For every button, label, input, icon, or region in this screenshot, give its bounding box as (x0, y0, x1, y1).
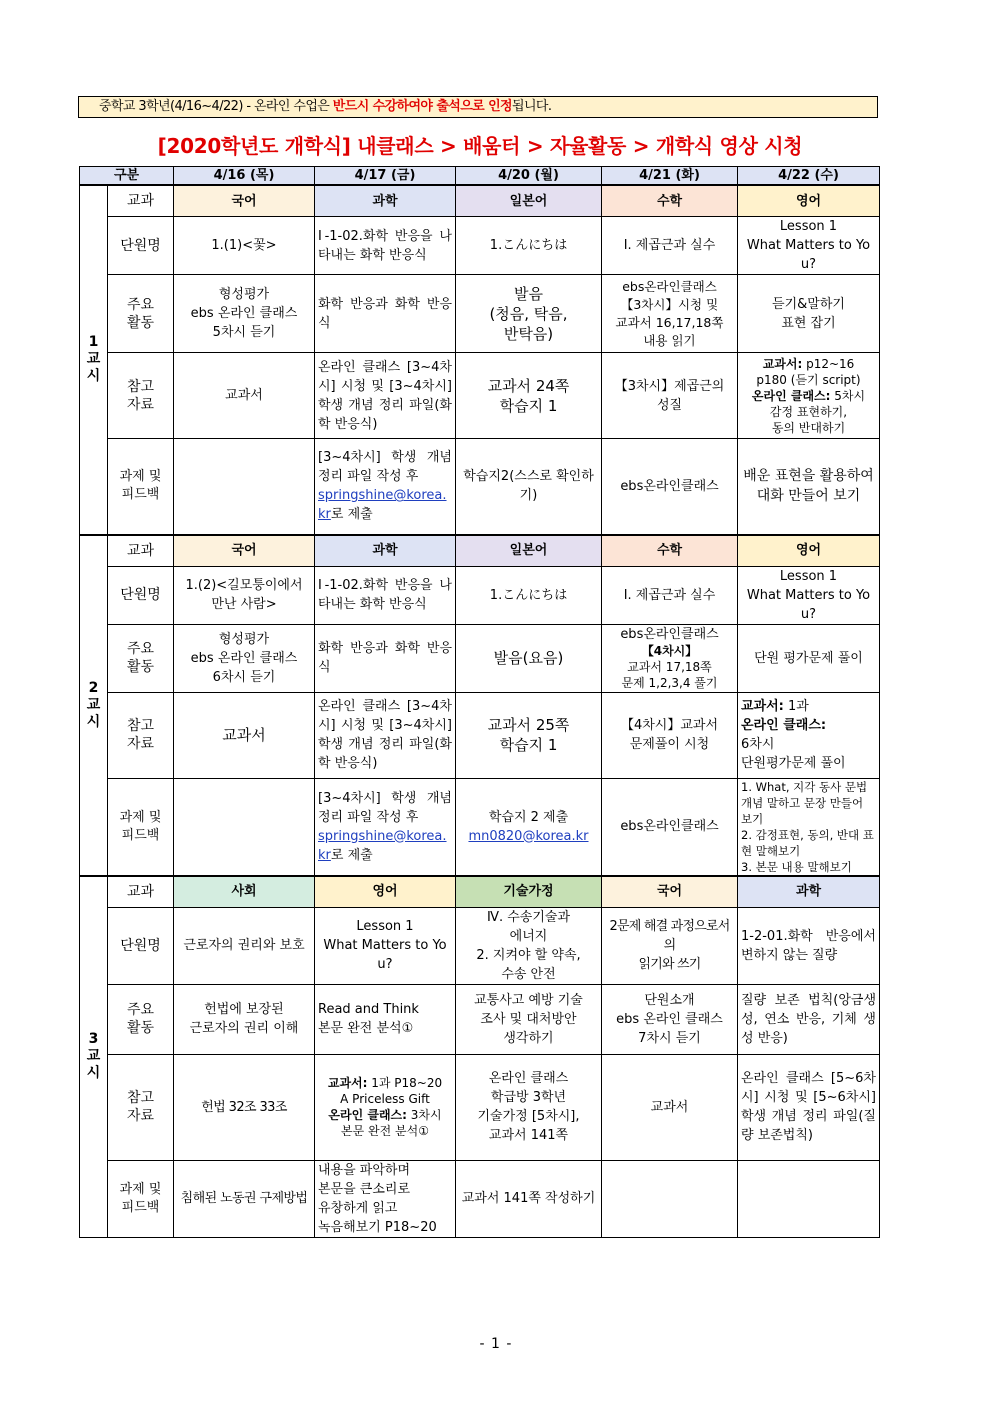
reference-cell: 헌법 32조 33조 (174, 1054, 315, 1160)
ref-text-online: 5차시 감정 표현하기, 동의 반대하기 (769, 388, 866, 435)
ref-text-textbook: p12~16 p180 (듣기 script) (756, 356, 861, 387)
activity-cell: 단원 평가문제 풀이 (738, 624, 880, 692)
subject-cell: 사회 (174, 876, 315, 908)
subject-cell: 과학 (315, 185, 456, 217)
task-cell (315, 778, 456, 876)
period3-label: 3 교 시 (80, 876, 108, 1238)
row-label-unit: 단원명 (108, 566, 174, 624)
header-row (80, 167, 880, 186)
header-day: 4/22 (수) (738, 167, 880, 186)
task-cell: ebs온라인클래스 (602, 439, 738, 535)
task-cell: 침해된 노동권 구제방법 (174, 1160, 315, 1237)
activity-cell: 듣기&말하기 표현 잡기 (738, 275, 880, 353)
task-text: 학습지 2 제출 (488, 809, 569, 825)
ref-label-textbook: 교과서: (327, 1076, 368, 1090)
task-cell: 내용을 파악하며 본문을 큰소리로 유창하게 읽고 녹음해보기 P18~20 (315, 1160, 456, 1237)
period1-reference-row (80, 353, 880, 439)
activity-cell: 화학 반응과 화학 반응식 (315, 624, 456, 692)
unit-cell: 1.(2)<길모퉁이에서 만난 사람> (174, 566, 315, 624)
page-number: - 1 - (479, 1336, 513, 1352)
header-day: 4/16 (목) (174, 167, 315, 186)
page-title: [2020학년도 개학식] 내클래스 > 배움터 > 자율활동 > 개학식 영상 시청 (157, 134, 803, 158)
row-label-unit: 단원명 (108, 217, 174, 275)
ref-text-textbook: 1과 P18~20 A Priceless Gift (340, 1076, 443, 1106)
ref-label-textbook: 교과서: (741, 699, 784, 714)
unit-cell: Lesson 1 What Matters to You? (738, 566, 880, 624)
act-math-line3: 교과서 17,18쪽 문제 1,2,3,4 풀기 (621, 659, 718, 690)
activity-cell-math (602, 624, 738, 692)
activity-cell: Read and Think 본문 완전 분석① (315, 984, 456, 1054)
row-label-unit: 단원명 (108, 907, 174, 984)
task-cell (456, 778, 602, 876)
task-cell: 1. What, 지각 동사 문법개념 말하고 문장 만들어 보기 2. 감정표현, 동의, 반대 표현 말해보기 3. 본문 내용 말해보기 (738, 778, 880, 876)
unit-cell: Ⅳ. 수송기술과 에너지 2. 지켜야 할 약속, 수송 안전 (456, 907, 602, 984)
reference-cell: 교과서 24쪽 학습지 1 (456, 353, 602, 439)
row-label-subject: 교과 (108, 185, 174, 217)
row-label-subject: 교과 (108, 876, 174, 908)
unit-cell: Ⅰ. 제곱근과 실수 (602, 566, 738, 624)
subject-cell: 국어 (174, 535, 315, 567)
reference-cell-english (738, 353, 880, 439)
activity-cell: 화학 반응과 화학 반응식 (315, 275, 456, 353)
schedule-table (79, 166, 880, 1238)
subject-cell: 일본어 (456, 535, 602, 567)
period1-subject-row (80, 185, 880, 217)
reference-cell-english (738, 692, 880, 778)
task-cell (315, 439, 456, 535)
header-day: 4/17 (금) (315, 167, 456, 186)
task-cell: 학습지2(스스로 확인하기) (456, 439, 602, 535)
row-label-task: 과제 및 피드백 (108, 439, 174, 535)
period2-unit-row (80, 566, 880, 624)
subject-cell: 수학 (602, 185, 738, 217)
subject-cell: 영어 (738, 535, 880, 567)
row-label-reference: 참고 자료 (108, 1054, 174, 1160)
unit-cell: Lesson 1 What Matters to You? (315, 907, 456, 984)
reference-cell: 【3차시】제곱근의 성질 (602, 353, 738, 439)
reference-cell: 온라인 클래스 [3~4차시] 시청 및 [3~4차시] 학생 개념 정리 파일(화학 반응식) (315, 353, 456, 439)
subject-cell: 일본어 (456, 185, 602, 217)
reference-cell: 교과서 25쪽 학습지 1 (456, 692, 602, 778)
task-cell: 배운 표현을 활용하여 대화 만들어 보기 (738, 439, 880, 535)
unit-cell: Ⅰ. 제곱근과 실수 (602, 217, 738, 275)
task-email-suffix: 로 제출 (330, 847, 373, 863)
header-label: 구분 (80, 167, 174, 186)
unit-cell: 1.(1)<꽃> (174, 217, 315, 275)
task-cell: ebs온라인클래스 (602, 778, 738, 876)
subject-cell: 영어 (315, 876, 456, 908)
activity-cell: 형성평가 ebs 온라인 클래스 6차시 듣기 (174, 624, 315, 692)
period1-activity-row (80, 275, 880, 353)
task-text: [3~4차시] 학생 개념 정리 파일 작성 후 (318, 450, 452, 485)
period2-task-row (80, 778, 880, 876)
reference-cell: 온라인 클래스 [3~4차시] 시청 및 [3~4차시] 학생 개념 정리 파일(화학 반응식) (315, 692, 456, 778)
subject-cell: 과학 (315, 535, 456, 567)
period2-label: 2 교 시 (80, 535, 108, 876)
row-label-activity: 주요 활동 (108, 984, 174, 1054)
reference-cell: 교과서 (174, 692, 315, 778)
unit-cell: 근로자의 권리와 보호 (174, 907, 315, 984)
reference-cell: 교과서 (602, 1054, 738, 1160)
task-cell (174, 778, 315, 876)
notice-banner (78, 96, 878, 118)
notice-suffix: 됩니다. (512, 99, 552, 114)
subject-cell: 수학 (602, 535, 738, 567)
period2-reference-row (80, 692, 880, 778)
unit-cell: Ⅰ-1-02.화학 반응을 나타내는 화학 반응식 (315, 217, 456, 275)
task-cell: 교과서 141쪽 작성하기 (456, 1160, 602, 1237)
activity-cell: 발음 (청음, 탁음, 반탁음) (456, 275, 602, 353)
activity-cell: 교통사고 예방 기술 조사 및 대처방안 생각하기 (456, 984, 602, 1054)
row-label-reference: 참고 자료 (108, 353, 174, 439)
row-label-task: 과제 및 피드백 (108, 1160, 174, 1237)
row-label-task: 과제 및 피드백 (108, 778, 174, 876)
period1-label: 1 교 시 (80, 185, 108, 535)
period3-unit-row (80, 907, 880, 984)
task-cell (602, 1160, 738, 1237)
period1-task-row (80, 439, 880, 535)
task-email-link[interactable]: mn0820@korea.kr (468, 828, 589, 844)
ref-label-online: 온라인 클래스: (741, 718, 827, 733)
task-email-suffix: 로 제출 (330, 507, 373, 523)
reference-cell: 온라인 클래스 [5~6차시] 시청 및 [5~6차시] 학생 개념 정리 파일(질량 보존법칙) (738, 1054, 880, 1160)
subject-cell: 국어 (174, 185, 315, 217)
act-math-line1: ebs온라인클래스 (620, 626, 719, 642)
ref-text-online: 3차시 본문 완전 분석① (341, 1108, 442, 1138)
unit-cell: 2문제 해결 과정으로서의 읽기와 쓰기 (602, 907, 738, 984)
row-label-reference: 참고 자료 (108, 692, 174, 778)
unit-cell: 1-2-01.화학 반응에서 변하지 않는 질량 (738, 907, 880, 984)
activity-cell: 단원소개 ebs 온라인 클래스 7차시 듣기 (602, 984, 738, 1054)
task-cell (738, 1160, 880, 1237)
task-email-link[interactable]: springshine@korea.kr (318, 828, 447, 863)
reference-cell: 교과서 (174, 353, 315, 439)
ref-label-textbook: 교과서: (762, 356, 803, 371)
subject-cell: 국어 (602, 876, 738, 908)
notice-highlight: 반드시 수강하여야 출석으로 인정 (332, 99, 512, 114)
activity-cell: 헌법에 보장된 근로자의 권리 이해 (174, 984, 315, 1054)
reference-cell: 온라인 클래스 학급방 3학년 기술가정 [5차시], 교과서 141쪽 (456, 1054, 602, 1160)
notice-prefix: 중학교 3학년(4/16~4/22) - 온라인 수업은 (99, 99, 333, 114)
period2-activity-row (80, 624, 880, 692)
ref-text-textbook: 1과 (783, 699, 809, 714)
header-day: 4/21 (화) (602, 167, 738, 186)
task-text: [3~4차시] 학생 개념 정리 파일 작성 후 (318, 790, 452, 825)
row-label-activity: 주요 활동 (108, 624, 174, 692)
reference-cell-english (315, 1054, 456, 1160)
task-cell (174, 439, 315, 535)
ref-label-online: 온라인 클래스: (328, 1108, 407, 1122)
reference-cell: 【4차시】교과서 문제풀이 시청 (602, 692, 738, 778)
period3-task-row (80, 1160, 880, 1237)
activity-cell: ebs온라인클래스 【3차시】시청 및 교과서 16,17,18쪽 내용 읽기 (602, 275, 738, 353)
subject-cell: 기술가정 (456, 876, 602, 908)
unit-cell: 1.こんにちは (456, 217, 602, 275)
subject-cell: 과학 (738, 876, 880, 908)
subject-cell: 영어 (738, 185, 880, 217)
period2-subject-row (80, 535, 880, 567)
period3-reference-row (80, 1054, 880, 1160)
row-label-activity: 주요 활동 (108, 275, 174, 353)
period3-subject-row (80, 876, 880, 908)
unit-cell: 1.こんにちは (456, 566, 602, 624)
period3-activity-row (80, 984, 880, 1054)
task-email-link[interactable]: springshine@korea.kr (318, 488, 447, 523)
unit-cell: Ⅰ-1-02.화학 반응을 나타내는 화학 반응식 (315, 566, 456, 624)
unit-cell: Lesson 1 What Matters to You? (738, 217, 880, 275)
ref-label-online: 온라인 클래스: (751, 388, 831, 403)
row-label-subject: 교과 (108, 535, 174, 567)
activity-cell: 형성평가 ebs 온라인 클래스 5차시 듣기 (174, 275, 315, 353)
act-math-line2: 【4차시】 (641, 643, 698, 658)
period1-unit-row (80, 217, 880, 275)
header-day: 4/20 (월) (456, 167, 602, 186)
activity-cell: 발음(요음) (456, 624, 602, 692)
activity-cell: 질량 보존 법칙(앙금생성, 연소 반응, 기체 생성 반응) (738, 984, 880, 1054)
ref-text-online: 6차시 단원평가문제 풀이 (741, 737, 846, 771)
